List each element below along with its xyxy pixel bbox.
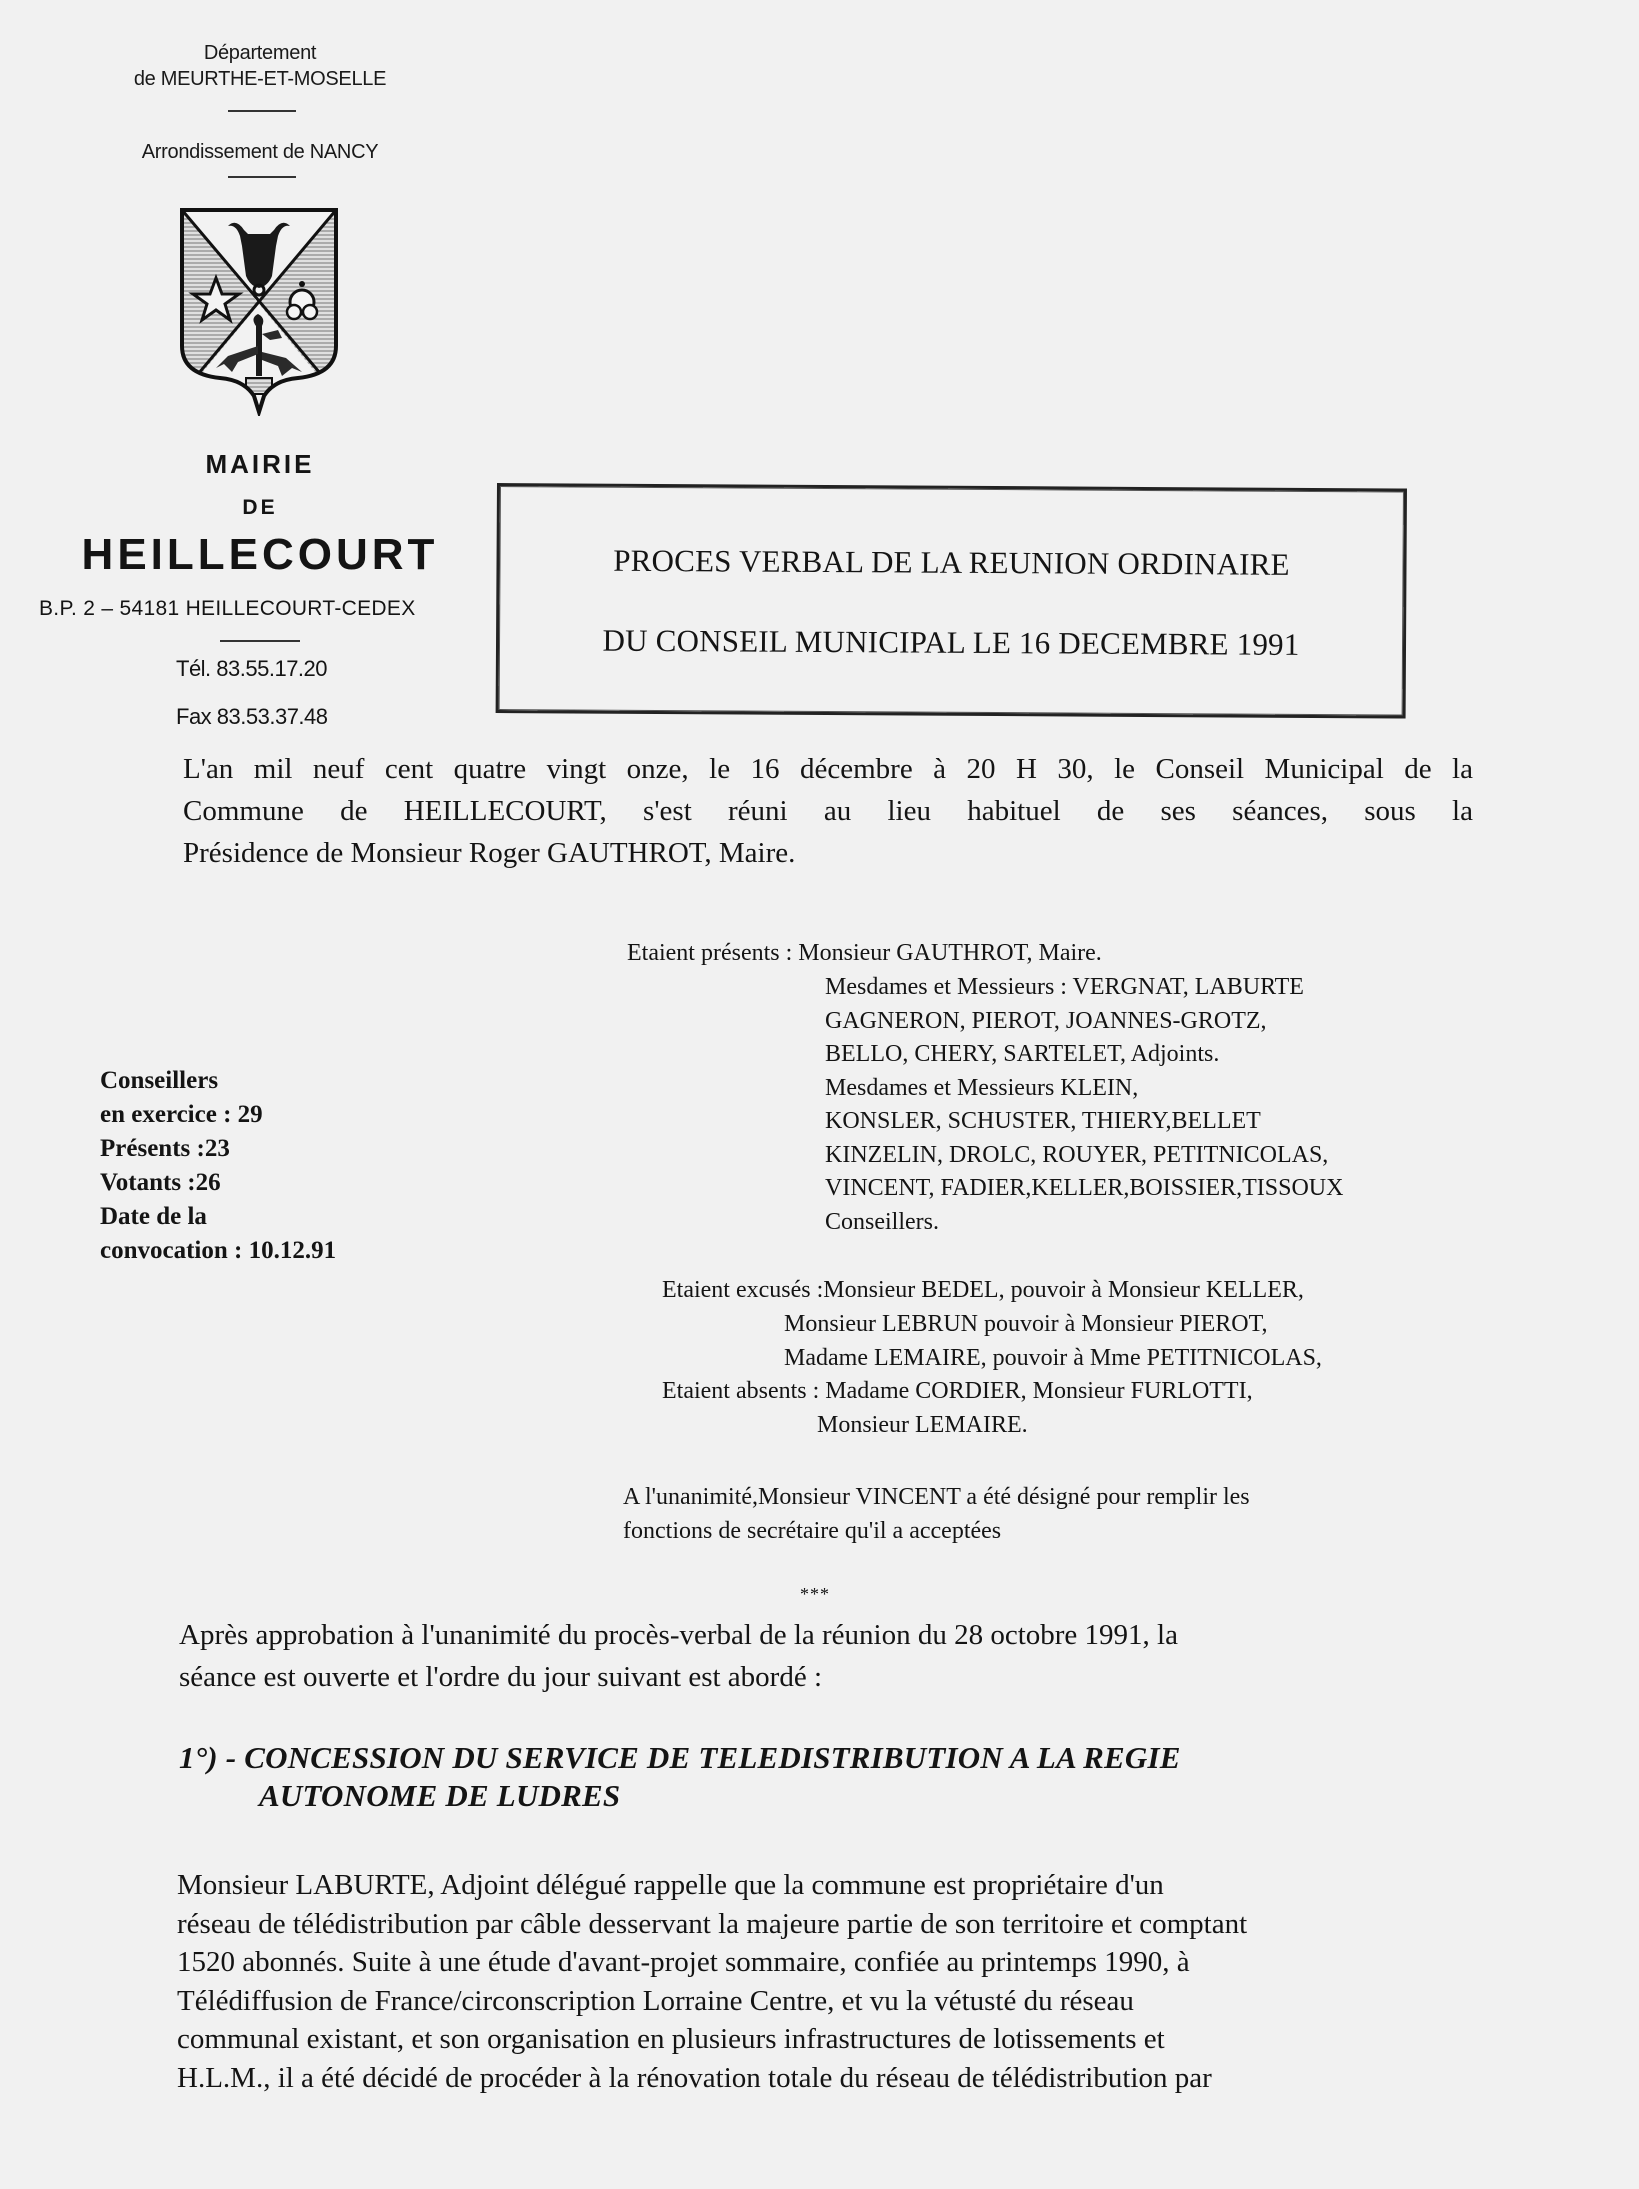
paragraph-line: réseau de télédistribution par câble desservant la majeure partie de son territoire et comptant	[177, 1907, 1248, 1940]
approval-line: Après approbation à l'unanimité du procès-verbal de la réunion du 28 octobre 1991, la	[179, 1619, 1178, 1651]
section-title-line-2: AUTONOME DE LUDRES	[259, 1778, 621, 1813]
stats-line: convocation : 10.12.91	[100, 1237, 337, 1264]
stats-line: Date de la	[100, 1203, 207, 1230]
excuses-block	[662, 1274, 1304, 1308]
excuses-line: Monsieur LEBRUN pouvoir à Monsieur PIEROT,	[784, 1311, 1268, 1337]
stats-line: Votants :26	[100, 1169, 221, 1196]
absents-list	[817, 1409, 1028, 1443]
section-1-title	[179, 1739, 1181, 1815]
excuses-first: Monsieur BEDEL, pouvoir à Monsieur KELLER,	[823, 1277, 1304, 1303]
divider	[220, 640, 300, 642]
presents-line: GAGNERON, PIEROT, JOANNES-GROTZ,	[825, 1007, 1267, 1034]
secretary-line: fonctions de secrétaire qu'il a acceptées	[623, 1517, 1002, 1544]
absents-label: Etaient absents :	[662, 1378, 820, 1404]
paragraph-line: H.L.M., il a été décidé de procéder à la rénovation totale du réseau de télédistribution par	[177, 2061, 1212, 2094]
paragraph-line: 1520 abonnés. Suite à une étude d'avant-projet sommaire, confiée au printemps 1990, à	[177, 1946, 1190, 1978]
presents-line: KINZELIN, DROLC, ROUYER, PETITNICOLAS,	[825, 1141, 1329, 1168]
department-line-1: Département	[203, 42, 317, 64]
presents-line: BELLO, CHERY, SARTELET, Adjoints.	[825, 1041, 1220, 1067]
secretary-note	[623, 1481, 1250, 1548]
commune-name: HEILLECOURT	[81, 530, 439, 579]
stats-line: Présents :23	[100, 1135, 230, 1162]
approval-line: séance est ouverte et l'ordre du jour suivant est abordé :	[179, 1661, 822, 1693]
section-title-line-1: 1°) - CONCESSION DU SERVICE DE TELEDISTRIBUTION A LA REGIE	[179, 1740, 1181, 1775]
paragraph-line: communal existant, et son organisation en plusieurs infrastructures de lotissements et	[177, 2023, 1165, 2055]
council-stats	[100, 1064, 336, 1268]
presents-line: KONSLER, SCHUSTER, THIERY,BELLET	[825, 1108, 1261, 1134]
fax: Fax 83.53.37.48	[176, 704, 328, 729]
department-line-2: de MEURTHE-ET-MOSELLE	[133, 68, 387, 90]
department-heading	[60, 40, 460, 92]
intro-line: Commune de HEILLECOURT, s'est réuni au lieu habituel de ses séances, sous la	[183, 795, 1473, 827]
stats-line: en exercice : 29	[100, 1101, 263, 1128]
intro-line: L'an mil neuf cent quatre vingt onze, le 16 décembre à 20 H 30, le Conseil Municipal de la	[183, 753, 1473, 785]
presents-first: Monsieur GAUTHROT, Maire.	[798, 940, 1102, 966]
mairie-label: MAIRIE	[205, 449, 315, 479]
title-box	[496, 483, 1407, 719]
presents-line: Conseillers.	[825, 1208, 939, 1235]
arrondissement: Arrondissement de NANCY	[141, 141, 379, 163]
presents-line: Mesdames et Messieurs : VERGNAT, LABURTE	[825, 974, 1304, 1000]
presents-block	[627, 937, 1102, 971]
stats-line: Conseillers	[100, 1067, 219, 1094]
absents-block	[662, 1375, 1253, 1409]
separator: ***	[800, 1584, 830, 1604]
excuses-list	[784, 1308, 1322, 1375]
presents-label: Etaient présents :	[627, 940, 793, 966]
absents-line: Monsieur LEMAIRE.	[817, 1412, 1028, 1438]
secretary-line: A l'unanimité,Monsieur VINCENT a été désigné pour remplir les	[623, 1484, 1250, 1510]
de-label: DE	[242, 496, 278, 519]
presents-line: VINCENT, FADIER,KELLER,BOISSIER,TISSOUX	[825, 1175, 1344, 1201]
approval-paragraph	[179, 1614, 1178, 1698]
presents-list	[825, 971, 1343, 1239]
absents-first: Madame CORDIER, Monsieur FURLOTTI,	[825, 1378, 1253, 1404]
postal-address: B.P. 2 – 54181 HEILLECOURT-CEDEX	[39, 597, 416, 620]
divider	[228, 176, 296, 178]
coat-of-arms-icon	[178, 206, 340, 416]
excuses-line: Madame LEMAIRE, pouvoir à Mme PETITNICOLAS,	[784, 1344, 1322, 1371]
divider	[228, 110, 296, 112]
title-line-2: DU CONSEIL MUNICIPAL LE 16 DECEMBRE 1991	[602, 622, 1300, 662]
intro-paragraph	[183, 748, 1473, 874]
section-1-paragraph	[177, 1866, 1247, 2097]
telephone: Tél. 83.55.17.20	[176, 656, 328, 681]
paragraph-line: Monsieur LABURTE, Adjoint délégué rappelle que la commune est propriétaire d'un	[177, 1869, 1164, 1901]
presents-line: Mesdames et Messieurs KLEIN,	[825, 1074, 1139, 1101]
intro-line: Présidence de Monsieur Roger GAUTHROT, Maire.	[183, 837, 796, 869]
excuses-label: Etaient excusés :	[662, 1277, 824, 1303]
paragraph-line: Télédiffusion de France/circonscription Lorraine Centre, et vu la vétusté du réseau	[177, 1984, 1134, 2017]
title-line-1: PROCES VERBAL DE LA REUNION ORDINAIRE	[613, 542, 1290, 582]
